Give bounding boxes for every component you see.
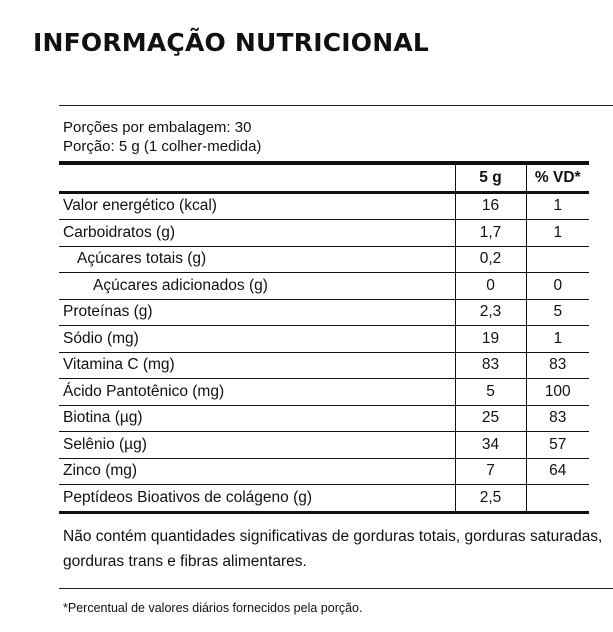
significance-note: Não contém quantidades significativas de gorduras totais, gorduras saturadas, gorduras trans e fibras alimentares. [63,527,603,570]
table-row [59,458,589,485]
nutrient-daily-value: 1 [526,326,589,353]
nutrient-daily-value: 57 [526,432,589,459]
nutrient-amount: 83 [455,352,526,379]
nutrient-amount: 2,5 [455,485,526,513]
nutrient-name: Biotina (µg) [59,405,455,432]
header-daily-value: % VD* [526,163,589,192]
nutrient-daily-value: 5 [526,299,589,326]
serving-info [59,106,613,156]
nutrient-amount: 0 [455,273,526,300]
footnote: *Percentual de valores diários fornecidos pela porção. [63,600,363,615]
nutrient-amount: 2,3 [455,299,526,326]
table-row [59,352,589,379]
table-row [59,485,589,513]
table-row [59,432,589,459]
table-row [59,220,589,247]
nutrient-name: Ácido Pantotênico (mg) [59,379,455,406]
nutrient-amount: 0,2 [455,246,526,273]
nutrient-daily-value: 64 [526,458,589,485]
header-nutrient [59,163,455,192]
table-row [59,273,589,300]
nutrient-name: Selênio (µg) [59,432,455,459]
nutrient-name: Açúcares totais (g) [59,246,455,273]
table-row [59,405,589,432]
nutrient-daily-value [526,485,589,513]
nutrient-name: Açúcares adicionados (g) [59,273,455,300]
table-row [59,326,589,353]
nutrient-amount: 34 [455,432,526,459]
nutrient-daily-value: 1 [526,192,589,220]
nutrient-amount: 7 [455,458,526,485]
nutrient-name: Sódio (mg) [59,326,455,353]
table-row [59,299,589,326]
page-title: INFORMAÇÃO NUTRICIONAL [33,28,430,57]
table-row [59,192,589,220]
nutrition-facts-panel [59,105,613,615]
table-row [59,246,589,273]
nutrient-daily-value: 0 [526,273,589,300]
nutrient-name: Vitamina C (mg) [59,352,455,379]
nutrient-amount: 1,7 [455,220,526,247]
nutrient-name: Carboidratos (g) [59,220,455,247]
nutrient-daily-value: 1 [526,220,589,247]
nutrient-name: Zinco (mg) [59,458,455,485]
nutrient-daily-value [526,246,589,273]
nutrient-daily-value: 100 [526,379,589,406]
nutrient-name: Valor energético (kcal) [59,192,455,220]
nutrient-name: Proteínas (g) [59,299,455,326]
portion-size: Porção: 5 g (1 colher-medida) [63,138,262,155]
table-header-row [59,163,589,192]
nutrient-amount: 5 [455,379,526,406]
nutrient-daily-value: 83 [526,352,589,379]
table-row [59,379,589,406]
nutrition-table [59,161,589,514]
header-amount: 5 g [455,163,526,192]
servings-per-package: Porções por embalagem: 30 [63,119,252,136]
nutrient-amount: 19 [455,326,526,353]
nutrient-amount: 16 [455,192,526,220]
nutrient-amount: 25 [455,405,526,432]
nutrient-daily-value: 83 [526,405,589,432]
nutrient-name: Peptídeos Bioativos de colágeno (g) [59,485,455,513]
